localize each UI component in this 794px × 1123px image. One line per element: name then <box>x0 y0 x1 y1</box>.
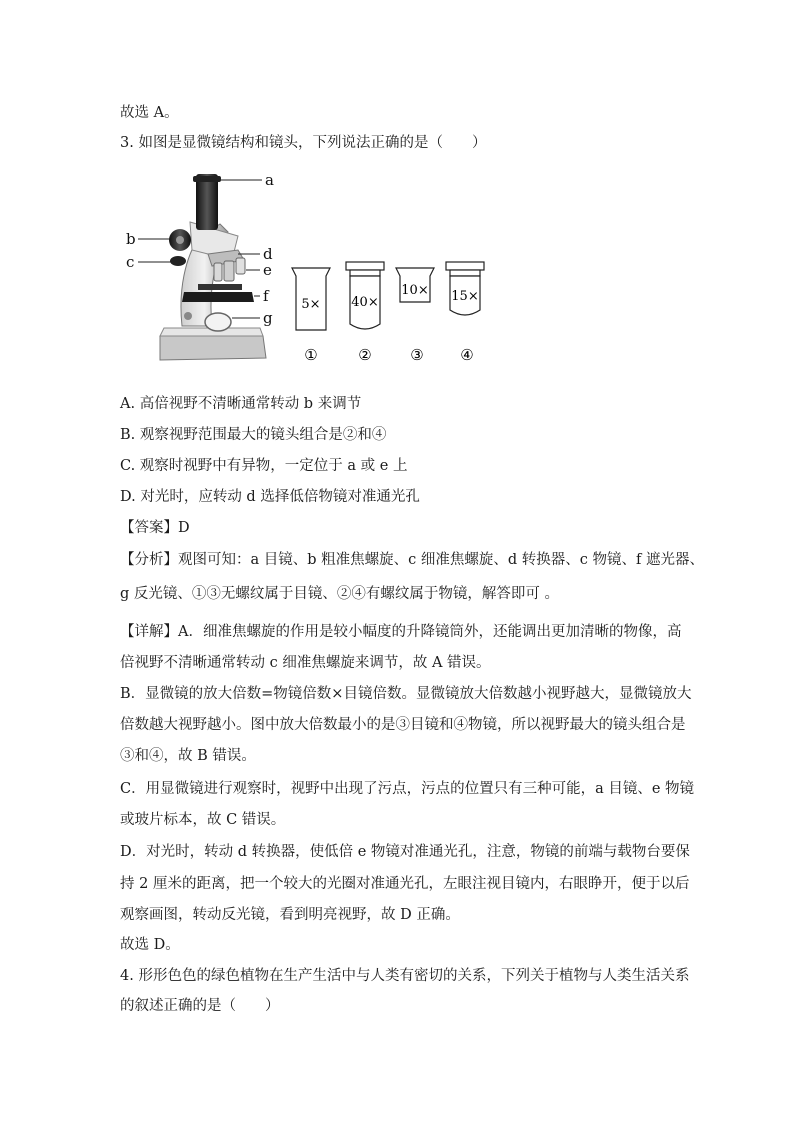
analysis-line-2: g 反光镜、①③无螺纹属于目镜、②④有螺纹属于物镜，解答即可 。 <box>120 586 559 602</box>
detail-line-4: 倍数越大视野越小。图中放大倍数最小的是③目镜和④物镜，所以视野最大的镜头组合是 <box>120 717 686 733</box>
label-a: a <box>265 171 274 189</box>
lens-3-number: ③ <box>410 346 424 364</box>
label-g: g <box>263 309 273 327</box>
microscope-diagram <box>120 168 520 368</box>
lens-4-objective <box>446 262 484 364</box>
lens-2-magnification: 40× <box>351 295 379 310</box>
detail-line-2: 倍视野不清晰通常转动 c 细准焦螺旋来调节，故 A 错误。 <box>120 655 491 671</box>
microscope-figure <box>120 168 520 368</box>
label-e: e <box>263 261 272 279</box>
lens-2-objective <box>346 262 384 364</box>
microscope-body <box>160 174 266 360</box>
option-d: D. 对光时，应转动 d 选择低倍物镜对准通光孔 <box>120 489 420 505</box>
answer: 【答案】D <box>120 520 190 536</box>
lens-4-number: ④ <box>460 346 474 364</box>
label-c: c <box>126 253 135 271</box>
lens-2-number: ② <box>358 346 372 364</box>
option-c: C. 观察时视野中有异物，一定位于 a 或 e 上 <box>120 458 408 474</box>
label-b: b <box>126 230 136 248</box>
detail-line-8: D．对光时，转动 d 转换器，使低倍 e 物镜对准通光孔，注意，物镜的前端与载物台要保 <box>120 844 690 860</box>
lens-1-magnification: 5× <box>301 297 321 312</box>
conclusion: 故选 D。 <box>120 937 180 953</box>
question-4-stem-line-2: 的叙述正确的是（ ） <box>120 998 280 1014</box>
detail-line-9: 持 2 厘米的距离，把一个较大的光圈对准通光孔，左眼注视目镜内，右眼睁开，便于以后 <box>120 876 690 892</box>
detail-line-1: 【详解】A．细准焦螺旋的作用是较小幅度的升降镜筒外，还能调出更加清晰的物像，高 <box>120 624 682 640</box>
detail-line-7: 或玻片标本，故 C 错误。 <box>120 812 286 828</box>
text-line: 故选 A。 <box>120 105 179 121</box>
lens-1-number: ① <box>304 346 318 364</box>
detail-line-10: 观察画图，转动反光镜，看到明亮视野，故 D 正确。 <box>120 907 460 923</box>
lens-4-magnification: 15× <box>451 289 479 304</box>
lens-3-eyepiece <box>396 268 434 364</box>
option-a: A. 高倍视野不清晰通常转动 b 来调节 <box>120 396 362 412</box>
analysis-line-1: 【分析】观图可知：a 目镜、b 粗准焦螺旋、c 细准焦螺旋、d 转换器、c 物镜、f 遮光器、 <box>120 552 704 568</box>
option-b: B. 观察视野范围最大的镜头组合是②和④ <box>120 427 387 443</box>
detail-line-3: B．显微镜的放大倍数=物镜倍数×目镜倍数。显微镜放大倍数越小视野越大，显微镜放大 <box>120 686 692 702</box>
label-d: d <box>263 245 273 263</box>
lens-3-magnification: 10× <box>401 283 429 298</box>
detail-line-5: ③和④，故 B 错误。 <box>120 748 256 764</box>
question-4-stem-line-1: 4. 形形色色的绿色植物在生产生活中与人类有密切的关系，下列关于植物与人类生活关系 <box>120 968 690 984</box>
question-3-stem: 3. 如图是显微镜结构和镜头，下列说法正确的是（ ） <box>120 135 487 151</box>
label-f: f <box>263 287 269 305</box>
detail-line-6: C．用显微镜进行观察时，视野中出现了污点，污点的位置只有三种可能，a 目镜、e 物镜 <box>120 781 695 797</box>
lens-1-eyepiece <box>292 268 330 364</box>
